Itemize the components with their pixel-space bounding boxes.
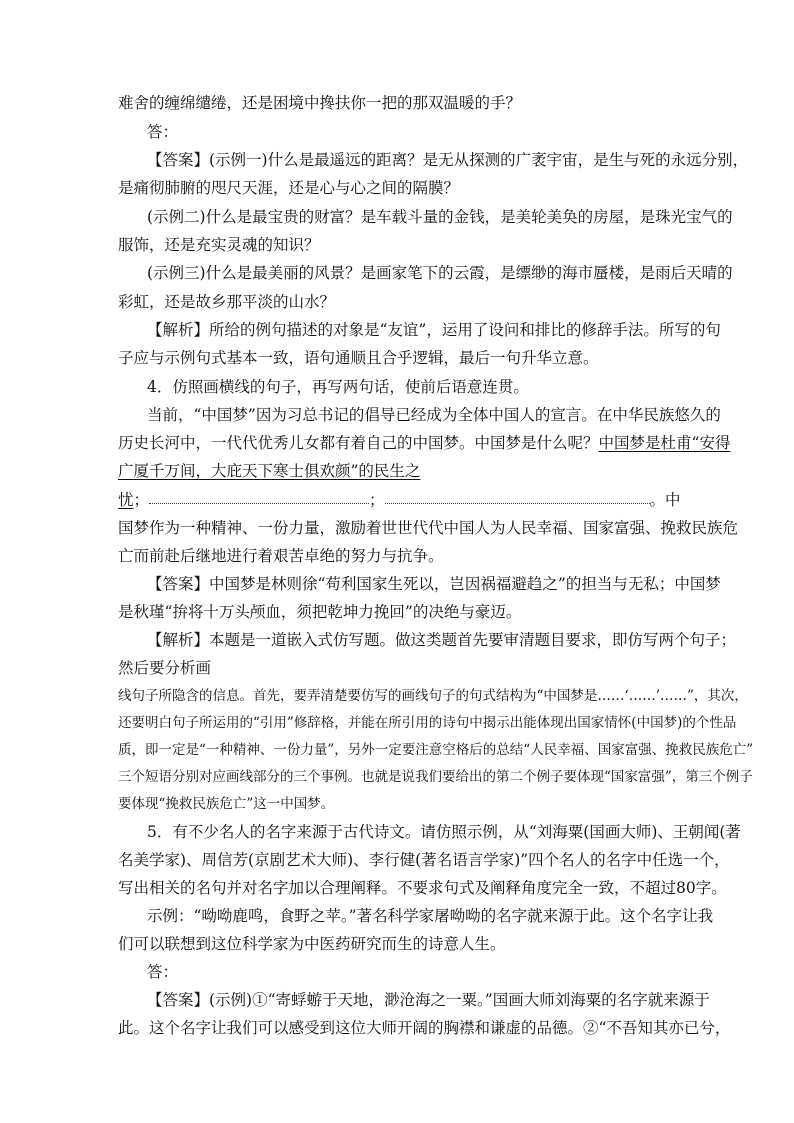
- fill-blank-line: [118, 490, 681, 510]
- text-line: 国梦作为一种精神、一份力量，激励着世世代代中国人为人民幸福、国家富强、挽救民族危: [118, 519, 739, 537]
- text-line: 然后要分析画: [118, 659, 212, 677]
- text-line: 线句子所隐含的信息。首先，要弄清楚要仿写的画线句子的句式结构为“中国梦是……‘……’……”，其次，: [118, 688, 748, 704]
- text-line: 写出相关的名句并对名字加以合理阐释。不要求句式及阐释角度完全一致，不超过80字。: [118, 879, 727, 897]
- text-line: 是痛彻肺腑的咫尺天涯，还是心与心之间的隔膜？: [118, 179, 460, 197]
- analysis-line: 【解析】本题是一道嵌入式仿写题。做这类题首先要审清题目要求，即仿写两个句子；: [147, 631, 737, 649]
- text-line: 服饰，还是充实灵魂的知识？: [118, 236, 320, 254]
- blank-separator: ；: [133, 491, 150, 509]
- text-line: 难舍的缠绵缱绻，还是困境中搀扶你一把的那双温暖的手？: [118, 94, 522, 112]
- blank-separator: ；: [369, 491, 385, 509]
- analysis-line: 【解析】所给的例句描述的对象是“友谊”，运用了设问和排比的修辞手法。所写的句: [147, 321, 721, 339]
- text-span: 历史长河中，一代代优秀儿女都有着自己的中国梦。中国梦是什么呢？: [118, 434, 599, 452]
- answer-blank[interactable]: [149, 491, 369, 504]
- answer-line: 【答案】中国梦是林则徐“苟利国家生死以，岂因祸福避趋之”的担当与无私；中国梦: [147, 575, 721, 593]
- answer-blank[interactable]: [385, 491, 650, 504]
- text-line: 还要明白句子所运用的“引用”修辞格，并能在所引用的诗句中揭示出能体现出国家情怀(中国梦)的个性品: [118, 715, 737, 731]
- text-line: 彩虹，还是故乡那平淡的山水？: [118, 293, 336, 311]
- underlined-sentence: 广厦千万间，大庇天下寒士俱欢颜”的民生之: [118, 462, 421, 480]
- example-line: 示例：“呦呦鹿鸣，食野之苹。”著名科学家屠呦呦的名字就来源于此。这个名字让我: [147, 907, 714, 925]
- text-line: [118, 461, 420, 481]
- underlined-sentence: 忧: [118, 491, 134, 509]
- question-5: 5．有不少名人的名字来源于古代诗文。请仿照示例，从“刘海粟(国画大师)、王朝闻(著: [147, 823, 741, 841]
- question-4: 4．仿照画横线的句子，再写两句话，使前后语意连贯。: [147, 378, 529, 396]
- text-line: 答：: [147, 123, 179, 141]
- text-line: 质，即一定是“一种精神、一份力量”，另外一定要注意空格后的总结“人民幸福、国家富强、挽救民族危亡”: [118, 742, 754, 758]
- text-line: [118, 433, 730, 453]
- answer-line: 【答案】(示例一)什么是最遥远的距离？是无从探测的广袤宇宙，是生与死的永远分别，: [147, 151, 749, 169]
- answer-line: 【答案】(示例)①“寄蜉蝣于天地，渺沧海之一粟。”国画大师刘海粟的名字就来源于: [147, 991, 710, 1009]
- text-line: (示例二)什么是最宝贵的财富？是车载斗量的金钱，是美轮美奂的房屋，是珠光宝气的: [147, 208, 733, 226]
- text-line: 要体现“挽救民族危亡”这一中国梦。: [118, 796, 335, 812]
- text-line: (示例三)什么是最美丽的风景？是画家笔下的云霞，是缥缈的海市蜃楼，是雨后天晴的: [147, 264, 733, 282]
- text-span: 。中: [649, 491, 681, 509]
- text-line: 是秋瑾“拚将十万头颅血，须把乾坤力挽回”的决绝与豪迈。: [118, 603, 522, 621]
- text-line: 答：: [147, 963, 179, 981]
- text-line: 们可以联想到这位科学家为中医药研究而生的诗意人生。: [118, 935, 506, 953]
- text-line: 此。这个名字让我们可以感受到这位大师开阔的胸襟和谦虚的品德。②“不吾知其亦已兮，: [118, 1019, 731, 1037]
- text-line: 亡而前赴后继地进行着艰苦卓绝的努力与抗争。: [118, 547, 444, 565]
- underlined-sentence: 中国梦是杜甫“安得: [598, 434, 731, 452]
- text-line: 子应与示例句式基本一致，语句通顺且合乎逻辑，最后一句升华立意。: [118, 349, 599, 367]
- text-line: 三个短语分别对应画线部分的三个事例。也就是说我们要给出的第二个例子要体现“国家富强”，第三个例子: [118, 769, 753, 785]
- text-line: 名美学家)、周信芳(京剧艺术大师)、李行健(著名语言学家)”四个名人的名字中任选一个，: [118, 851, 730, 869]
- text-line: 当前，“中国梦”因为习总书记的倡导已经成为全体中国人的宣言。在中华民族悠久的: [147, 406, 721, 424]
